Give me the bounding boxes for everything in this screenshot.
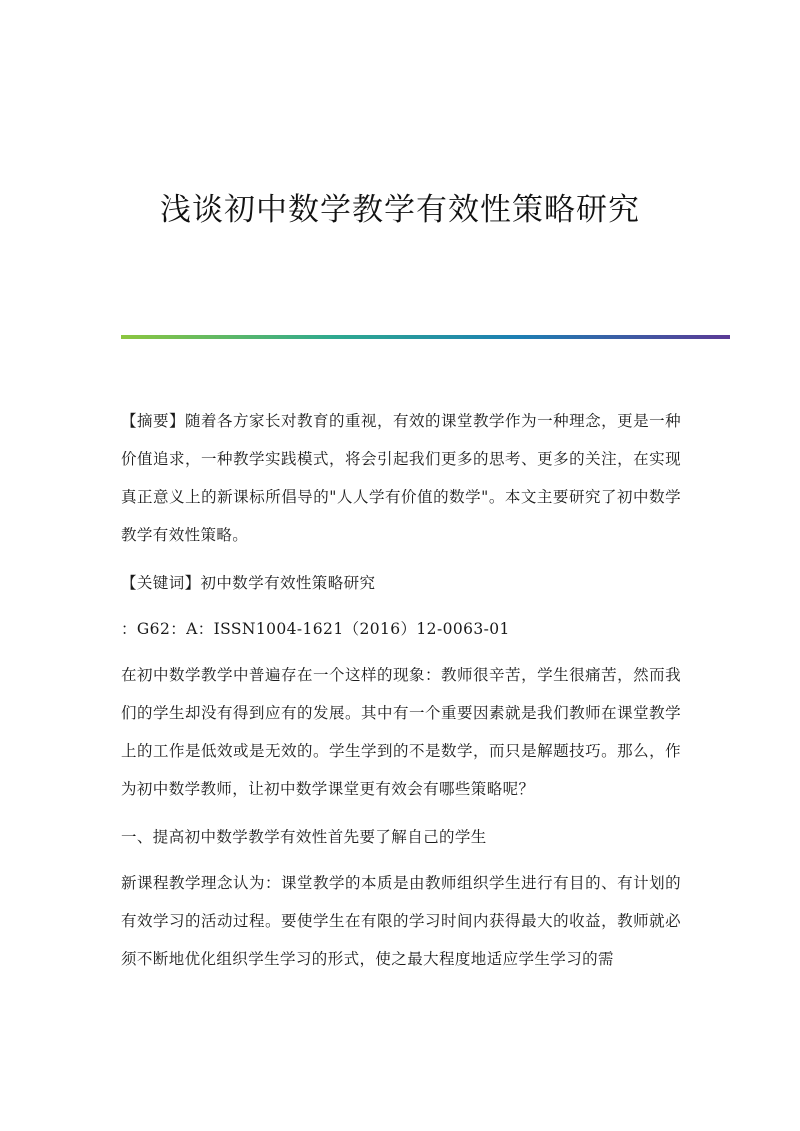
abstract-paragraph: 【摘要】随着各方家长对教育的重视，有效的课堂教学作为一种理念，更是一种价值追求，一种教学实践模式，将会引起我们更多的思考、更多的关注，在实现真正意义上的新课标所倡导的"人人学有价值的数学"。本文主要研究了初中数学教学有效性策略。 [121,412,681,544]
section-heading-1: 一、提高初中数学教学有效性首先要了解自己的学生 [121,828,487,846]
body-paragraph-2: 新课程教学理念认为：课堂教学的本质是由教师组织学生进行有目的、有计划的有效学习的活动过程。要使学生在有限的学习时间内获得最大的收益，教师就必须不断地优化组织学生学习的形式，使之最大程度地适应学生学习的需 [121,874,681,968]
body-paragraph-1: 在初中数学教学中普遍存在一个这样的现象：教师很辛苦，学生很痛苦，然而我们的学生却没有得到应有的发展。其中有一个重要因素就是我们教师在课堂教学上的工作是低效或是无效的。学生学到的不是数学，而只是解题技巧。那么，作为初中数学教师，让初中数学课堂更有效会有哪些策略呢？ [121,666,681,798]
document-body [121,402,681,988]
keywords-line: 【关键词】初中数学有效性策略研究 [121,574,376,592]
document-title: 浅谈初中数学教学有效性策略研究 [160,192,640,228]
classification-line: ：G62：A：ISSN1004-1621（2016）12-0063-01 [121,620,510,638]
title-divider [121,335,730,339]
